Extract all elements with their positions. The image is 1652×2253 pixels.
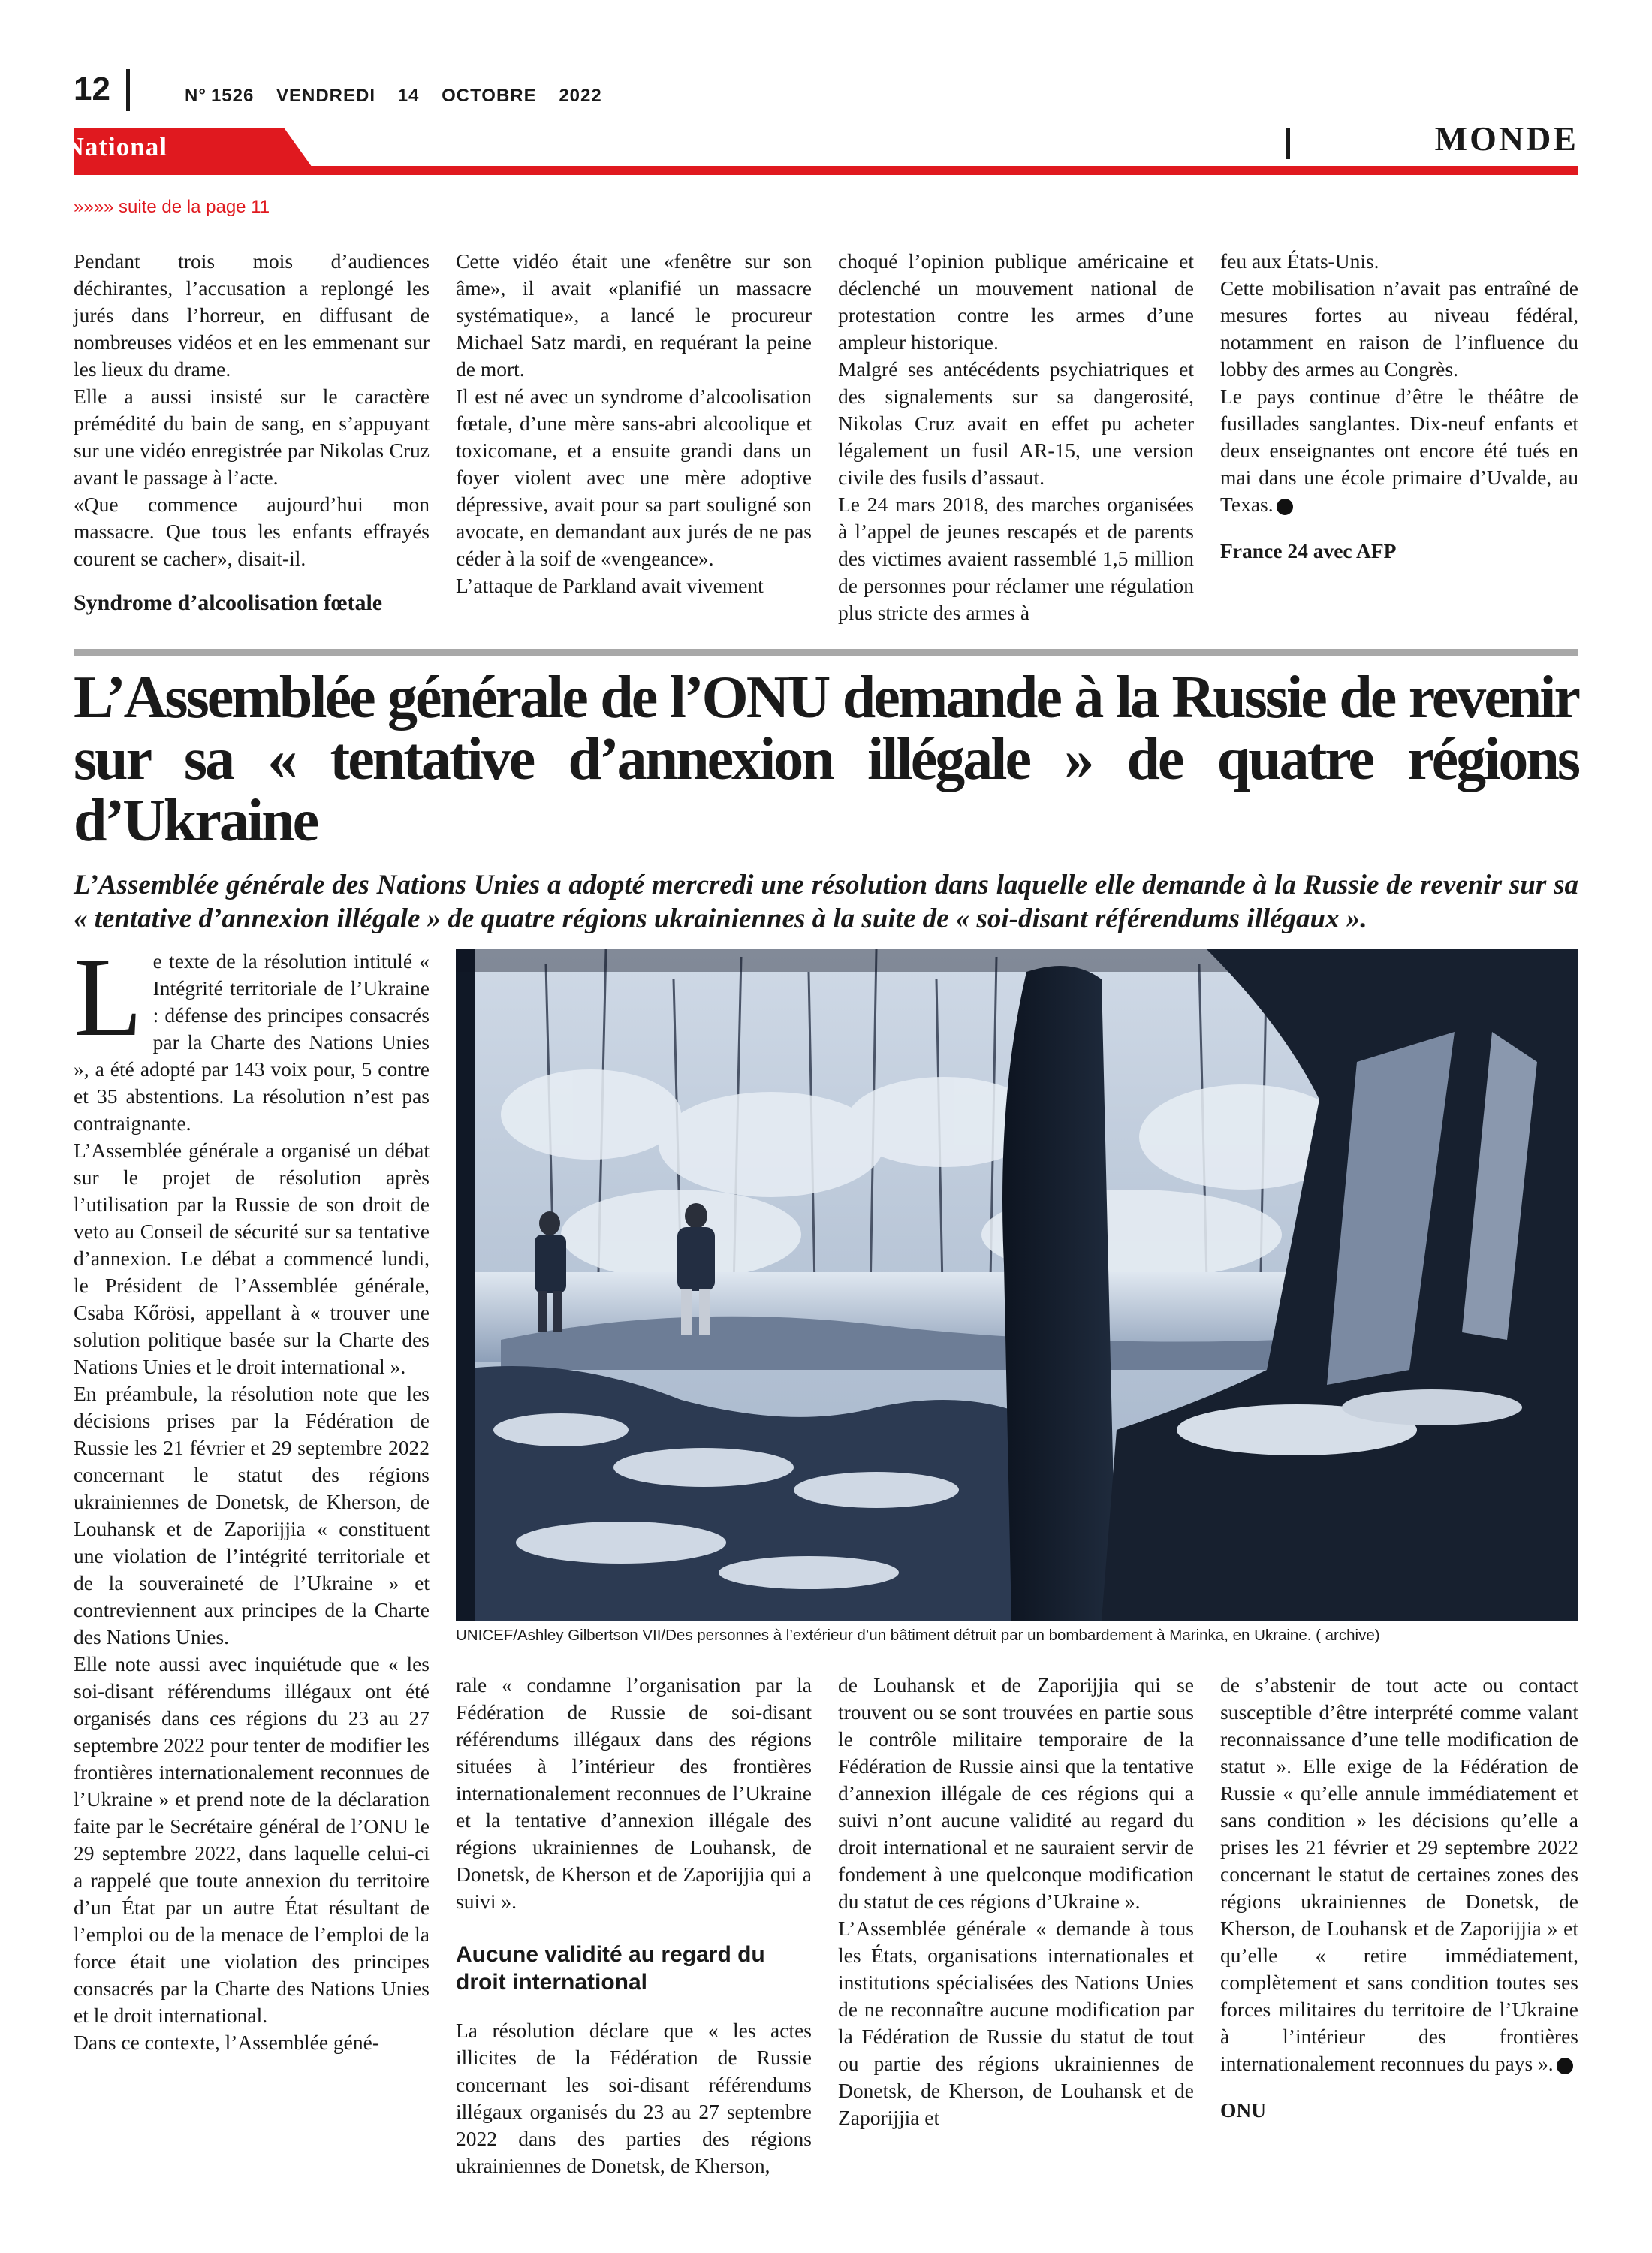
paragraph: L’Assemblée générale a organisé un débat sur le projet de résolution après l’utilisation par la Russie de son droit de veto au Conseil de sécurité sur sa tentative d’annexion. Le débat a commencé lundi, le Président de l’Assemblée générale, Csaba Kőrösi, appellant à « trouver une solution politique basée sur la Charte des Nations Unies et le droit international ». xyxy=(74,1139,430,1378)
paragraph: Il est né avec un syndrome d’alcoolisation fœtale, d’une mère sans-abri alcoolique et toxicomane, et a ensuite grandi dans un foyer violent avec une mère adoptive dépressive, avait pour sa part souligné son avocate, en demandant aux jurés de ne pas céder à la soif de «vengeance». xyxy=(456,385,812,570)
paragraph: Cette vidéo était une «fenêtre sur son âme», il avait «planifié un massacre systématique», a lancé le procureur Michael Satz mardi, en requérant la peine de mort. xyxy=(456,249,812,381)
photo-illustration xyxy=(456,949,1578,1621)
issue-month: OCTOBRE xyxy=(442,86,537,106)
paragraph: Elle note aussi avec inquiétude que « les soi-disant référendums illégaux ont été organisés dans ces régions du 23 au 27 septembre 2022 pour tenter de modifier les frontières internationalement reconnues de l’Ukraine » et prend note de la déclaration faite par le Secrétaire général de l’ONU le 29 septembre 2022, dans laquelle celui-ci a rappelé que toute annexion du territoire d’un État par un autre État résultant de l’emploi ou de la menace de l’emploi de la force était une violation des principes consacrés par la Charte des Nations Unies et le droit international. xyxy=(74,1652,430,2027)
header-red-rule xyxy=(74,166,1578,175)
top-article-credit: France 24 avec AFP xyxy=(1220,539,1397,562)
issue-prefix: N° xyxy=(185,86,206,106)
issue-number xyxy=(185,86,254,106)
brand-name: Le National xyxy=(27,132,167,161)
main-article-column-4 xyxy=(1220,1672,1578,2124)
issue-number-value: 1526 xyxy=(210,86,255,106)
paragraph-text: Le pays continue d’être le théâtre de fusillades sanglantes. Dix-neuf enfants et deux enseignantes ont encore été tués en mai dans une école primaire d’Uvalde, au Texas. xyxy=(1220,385,1578,516)
issue-date-day: 14 xyxy=(397,86,420,106)
section-name: MONDE xyxy=(1434,119,1578,158)
main-article-credit: ONU xyxy=(1220,2098,1267,2122)
paragraph: de Louhansk et de Zaporijjia qui se trouvent ou se sont trouvées en partie sous le contrôle militaire temporaire de la Fédération de Russie ainsi que la tentative d’annexion illégale de ces régions qui a suivi n’ont aucune validité au regard du droit international et ne sauraient servir de fondement à une quelconque modification du statut de ces régions d’Ukraine ». xyxy=(838,1673,1194,1913)
paragraph: Dans ce contexte, l’Assemblée géné- xyxy=(74,2031,379,2054)
first-paragraph xyxy=(74,935,430,1137)
page-number: 12 xyxy=(74,71,110,107)
paragraph: L’attaque de Parkland avait vivement xyxy=(456,574,764,597)
paragraph: Pendant trois mois d’audiences déchirantes, l’accusation a replongé les jurés dans l’horreur, en diffusant de nombreuses vidéos et en les emmenant sur les lieux du drame. xyxy=(74,249,430,381)
paragraph-text: e texte de la résolution intitulé « Intégrité territoriale de l’Ukraine : défense des principes consacrés par la Charte des Nations Unies », a été adopté par 143 voix pour, 5 contre et 35 abstentions. La résolution n’est pas contraignante. xyxy=(74,949,430,1135)
main-article-column-3 xyxy=(838,1672,1194,2131)
main-article-column-1 xyxy=(74,935,430,2056)
paragraph: rale « condamne l’organisation par la Fédération de Russie de soi-disant référendums illégaux dans des régions situées à l’intérieur des frontières internationalement reconnues de l’Ukraine et la tentative d’annexion illégale des régions ukrainiennes de Louhansk, de Donetsk, de Kherson et de Zaporijjia qui a suivi ». xyxy=(456,1673,812,1913)
article-separator-rule xyxy=(74,649,1578,656)
paragraph: Cette mobilisation n’avait pas entraîné de mesures fortes au niveau fédéral, notamment en raison de l’influence du lobby des armes au Congrès. xyxy=(1220,276,1578,381)
photo-caption: UNICEF/Ashley Gilbertson VII/Des personnes à l’extérieur d’un bâtiment détruit par un bombardement à Marinka, en Ukraine. ( archive) xyxy=(456,1627,1380,1644)
paragraph: feu aux États-Unis. xyxy=(1220,249,1379,273)
paragraph: Elle a aussi insisté sur le caractère prémédité du bain de sang, en s’appuyant sur une vidéo enregistrée par Nikolas Cruz avant le passage à l’acte. xyxy=(74,385,430,489)
top-article-column-4 xyxy=(1220,248,1578,565)
paragraph xyxy=(1220,1672,1578,2077)
end-of-article-dot-icon xyxy=(1557,2058,1573,2074)
section-divider xyxy=(1286,128,1290,159)
paragraph: Le 24 mars 2018, des marches organisées à l’appel de jeunes rescapés et de parents des victimes avaient rassemblé 1,5 million de personnes pour réclamer une régulation plus stricte des armes à xyxy=(838,493,1194,624)
main-article-subhead: Aucune validité au regard du droit international xyxy=(456,1942,765,1995)
issue-year: 2022 xyxy=(559,86,602,106)
main-article-column-2 xyxy=(456,1672,812,2179)
main-lede: L’Assemblée générale des Nations Unies a adopté mercredi une résolution dans laquelle elle demande à la Russie de revenir sur sa « tentative d’annexion illégale » de quatre régions ukrainiennes à la suite de « soi-disant référendums illégaux ». xyxy=(74,870,1578,934)
top-article-subhead: Syndrome d’alcoolisation fœtale xyxy=(74,590,383,615)
paragraph: En préambule, la résolution note que les décisions prises par la Fédération de Russie les 21 février et 29 septembre 2022 concernant le statut des régions ukrainiennes de Donetsk, de Kherson, de Louhansk et de Zaporijjia « constituent une violation de l’intégrité territoriale et de la souveraineté de l’Ukraine » et contreviennent aux principes de la Charte des Nations Unies. xyxy=(74,1382,430,1648)
article-photo xyxy=(456,949,1578,1621)
end-of-article-dot-icon xyxy=(1277,499,1293,515)
paragraph: L’Assemblée générale « demande à tous les États, organisations internationales et institutions spécialisées des Nations Unies de ne reconnaître aucune modification par la Fédération de Russie du statut de tout ou partie des régions ukrainiennes de Donetsk, de Kherson, de Louhansk et de Zaporijjia et xyxy=(838,1917,1194,2129)
paragraph xyxy=(1220,383,1578,518)
issue-line xyxy=(185,86,619,107)
top-article-column-2 xyxy=(456,248,812,599)
issue-day: VENDREDI xyxy=(276,86,376,106)
paragraph-text: de s’abstenir de tout acte ou contact susceptible d’être interprété comme valant reconnaissance d’une telle modification de statut ». Elle exige de la Fédération de Russie « qu’elle annule immédiatement et sans condition » les décisions qu’elle a prises les 21 février et 29 septembre 2022 concernant le statut de certaines zones des régions ukrainiennes de Donetsk, de Kherson, de Louhansk et de Zaporijjia » et qu’elle « retire immédiatement, complètement et sans condition toutes ses forces militaires du territoire de l’Ukraine à l’intérieur des frontières internationalement reconnues du pays ». xyxy=(1220,1673,1578,2075)
page-number-divider xyxy=(126,69,130,111)
drop-cap: L xyxy=(74,935,143,1060)
top-article-column-1 xyxy=(74,248,430,617)
paragraph: Malgré ses antécédents psychiatriques et des signalements sur sa dangerosité, Nikolas Cruz avait en effet pu acheter légalement un fusil AR-15, une version civile des fusils d’assaut. xyxy=(838,357,1194,489)
paragraph: choqué l’opinion publique américaine et déclenché un mouvement national de protestation contre les armes d’une ampleur historique. xyxy=(838,249,1194,354)
top-article-column-3 xyxy=(838,248,1194,626)
main-headline: L’Assemblée générale de l’ONU demande à la Russie de revenir sur sa « tentative d’annexion illégale » de quatre régions d’Ukraine xyxy=(74,665,1578,854)
continuation-note[interactable]: »»»» suite de la page 11 xyxy=(74,197,270,217)
paragraph: La résolution déclare que « les actes illicites de la Fédération de Russie concernant les soi-disant référendums illégaux organisés du 23 au 27 septembre 2022 dans des parties des régions ukrainiennes de Donetsk, de Kherson, xyxy=(456,2019,812,2177)
paragraph: «Que commence aujourd’hui mon massacre. Que tous les enfants effrayés courent se cacher», disait-il. xyxy=(74,493,430,570)
